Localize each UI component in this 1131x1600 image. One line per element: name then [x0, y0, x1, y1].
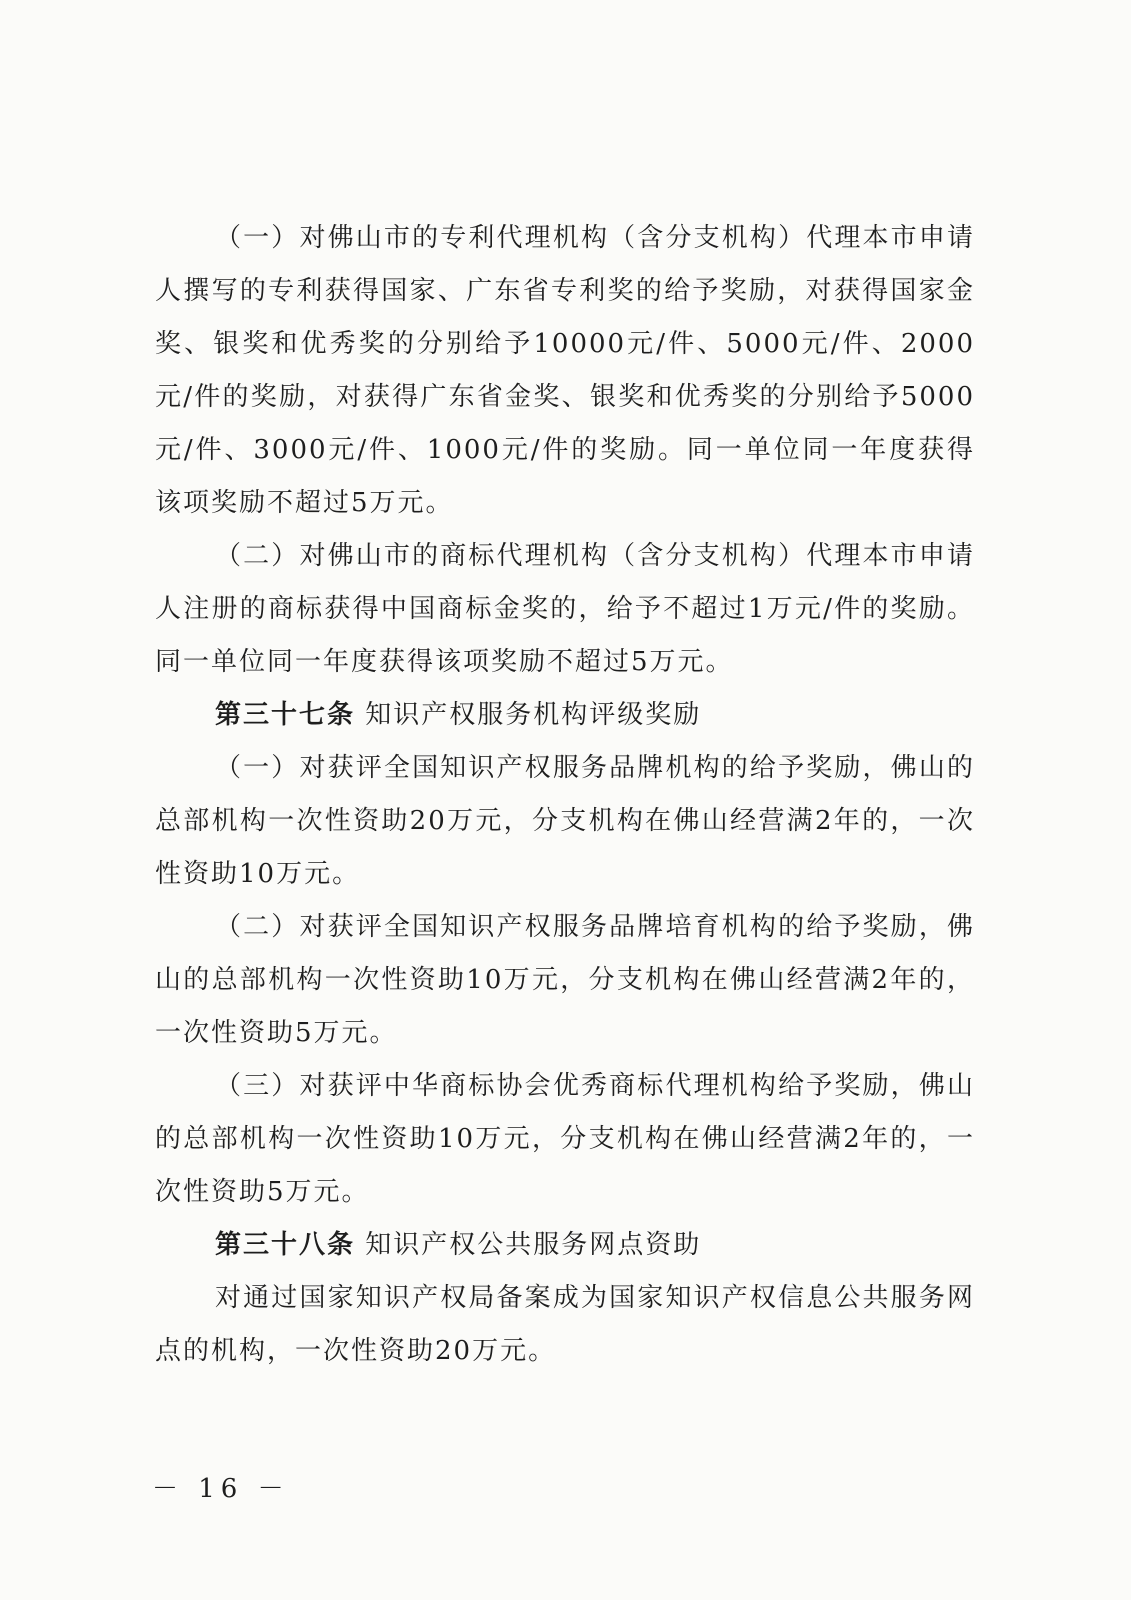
page-number: － 16 － — [152, 1474, 290, 1504]
paragraph-item-2: （二）对佛山市的商标代理机构（含分支机构）代理本市申请人注册的商标获得中国商标金奖的，给予不超过1万元/件的奖励。同一单位同一年度获得该项奖励不超过5万元。 — [155, 541, 975, 677]
article-37-item-3: （三）对获评中华商标协会优秀商标代理机构给予奖励，佛山的总部机构一次性资助10万元，分支机构在佛山经营满2年的，一次性资助5万元。 — [155, 1071, 975, 1207]
article-37-item-1: （一）对获评全国知识产权服务品牌机构的给予奖励，佛山的总部机构一次性资助20万元，分支机构在佛山经营满2年的，一次性资助10万元。 — [155, 753, 975, 889]
article-38-item-1: 对通过国家知识产权局备案成为国家知识产权信息公共服务网点的机构，一次性资助20万元。 — [155, 1283, 975, 1366]
article-37-item-2: （二）对获评全国知识产权服务品牌培育机构的给予奖励，佛山的总部机构一次性资助10万元，分支机构在佛山经营满2年的，一次性资助5万元。 — [155, 912, 975, 1048]
article-37-title: 知识产权服务机构评级奖励 — [365, 700, 702, 730]
paragraph-item-1: （一）对佛山市的专利代理机构（含分支机构）代理本市申请人撰写的专利获得国家、广东省专利奖的给予奖励，对获得国家金奖、银奖和优秀奖的分别给予10000元/件、5000元/件、2000元/件的奖励，对获得广东省金奖、银奖和优秀奖的分别给予5000元/件、3000元/件、1000元/件的奖励。同一单位同一年度获得该项奖励不超过5万元。 — [155, 223, 975, 518]
article-37-heading — [155, 689, 975, 742]
article-37-number: 第三十七条 — [215, 700, 356, 730]
article-38-number: 第三十八条 — [215, 1230, 356, 1260]
article-38-title: 知识产权公共服务网点资助 — [365, 1230, 702, 1260]
article-38-heading — [155, 1219, 975, 1272]
document-body — [155, 212, 975, 1378]
